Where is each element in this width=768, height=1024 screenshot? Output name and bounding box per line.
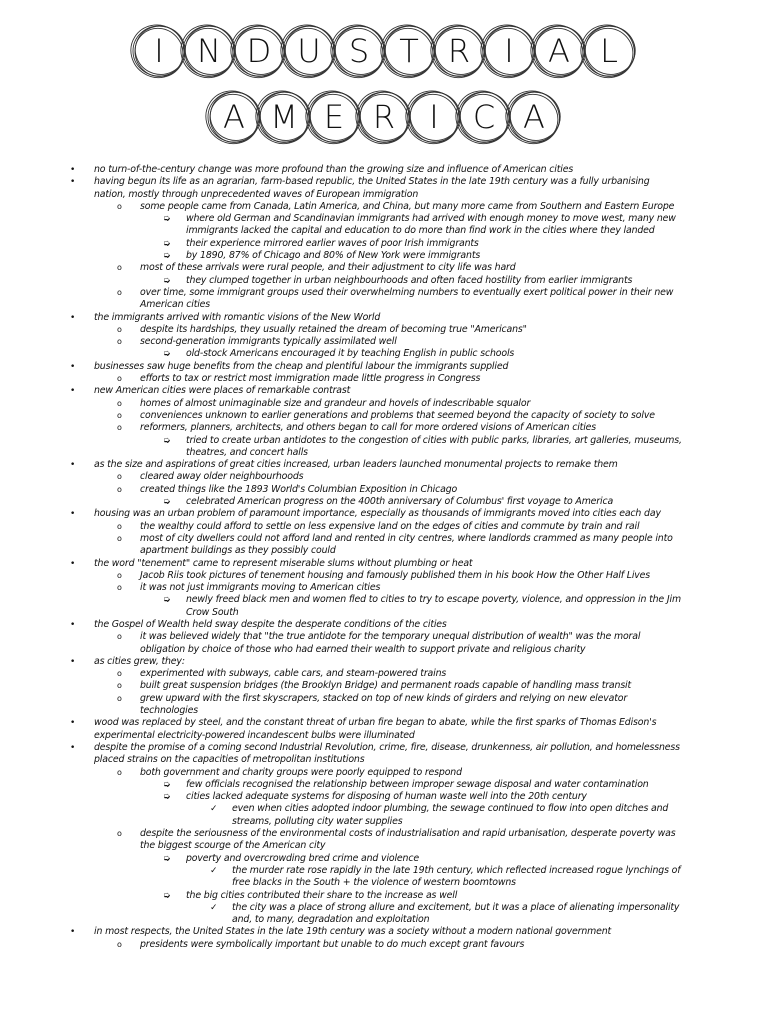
arrow-bullet-icon: ➭	[163, 435, 171, 446]
circle-bullet-icon: o	[117, 521, 122, 531]
list-item-continuation	[0, 754, 768, 766]
list-item-text: free blacks in the South + the violence of western boomtowns	[232, 877, 516, 889]
list-item	[0, 398, 768, 410]
list-item-text: few officials recognised the relationship between improper sewage disposal and water contamination	[186, 778, 649, 790]
list-item-text: the biggest scourge of the American city	[140, 840, 326, 852]
circle-bullet-icon: o	[117, 939, 122, 949]
list-item-text: having begun its life as an agrarian, farm-based republic, the United States in the late 19th century was a fully urbanising	[94, 176, 650, 188]
list-item	[0, 373, 768, 385]
list-item-text: American cities	[140, 299, 211, 311]
list-item	[0, 176, 768, 188]
list-item-text: immigrants lacked the capital and education to do more than find work in the cities where they landed	[186, 225, 655, 237]
circle-bullet-icon: o	[117, 583, 122, 593]
list-item-text: and, to many, degradation and exploitation	[232, 914, 430, 926]
list-item-text: the murder rate rose rapidly in the late 19th century, which reflected increased rogue lynchings of	[232, 864, 681, 876]
title-letter: L	[600, 32, 618, 70]
circle-bullet-icon: o	[117, 374, 122, 384]
list-item-text: the Gospel of Wealth held sway despite the desperate conditions of the cities	[94, 618, 447, 630]
circle-bullet-icon: o	[117, 767, 122, 777]
list-item	[0, 435, 768, 447]
list-item-continuation	[0, 914, 768, 926]
list-item-text: grew upward with the first skyscrapers, stacked on top of new kinds of girders and relying on new elevator	[140, 692, 628, 704]
title-letter: U	[297, 32, 321, 70]
list-item	[0, 865, 768, 877]
list-item	[0, 201, 768, 213]
list-item	[0, 853, 768, 865]
bullet-icon: •	[70, 718, 76, 729]
list-item	[0, 410, 768, 422]
list-item-text: they clumped together in urban neighbourhoods and often faced hostility from earlier immigrants	[186, 274, 633, 286]
circle-bullet-icon: o	[117, 263, 122, 273]
title-line-2	[0, 88, 768, 146]
circle-bullet-icon: o	[117, 693, 122, 703]
list-item-text: by 1890, 87% of Chicago and 80% of New York were immigrants	[186, 250, 481, 262]
list-item-continuation	[0, 299, 768, 311]
list-item	[0, 717, 768, 729]
list-item	[0, 312, 768, 324]
bullet-icon: •	[70, 165, 76, 175]
list-item-text: technologies	[140, 705, 198, 717]
list-item-text: placed strains on the capacities of metropolitan institutions	[94, 754, 365, 766]
list-item	[0, 693, 768, 705]
bullet-icon: •	[70, 742, 76, 753]
list-item-text: wood was replaced by steel, and the constant threat of urban fire began to abate, while the first sparks of Thomas Edison's	[94, 717, 657, 729]
list-item-text: conveniences unknown to earlier generations and problems that seemed beyond the capacity of society to solve	[140, 409, 655, 421]
list-item-text: it was not just immigrants moving to American cities	[140, 582, 381, 594]
title-letter: M	[270, 98, 298, 136]
bullet-icon: •	[70, 558, 76, 569]
circle-bullet-icon: o	[117, 423, 122, 433]
bullet-icon: •	[70, 656, 76, 667]
list-item	[0, 336, 768, 348]
list-item-text: Crow South	[186, 606, 239, 618]
circle-bullet-icon: o	[117, 287, 122, 297]
list-item-text: the big cities contributed their share to the increase as well	[186, 889, 458, 901]
list-item-text: despite the seriousness of the environmental costs of industrialisation and rapid urbanisation, desperate poverty was	[140, 828, 676, 840]
arrow-bullet-icon: ➭	[163, 497, 171, 508]
list-item	[0, 890, 768, 902]
list-item	[0, 791, 768, 803]
title-letter: R	[447, 32, 471, 70]
arrow-bullet-icon: ➭	[163, 779, 171, 790]
list-item-text: housing was an urban problem of paramount importance, especially as thousands of immigrants moved into cities each day	[94, 508, 661, 520]
title-letter: A	[223, 98, 245, 136]
list-item-text: new American cities were places of remarkable contrast	[94, 385, 351, 397]
list-item-text: where old German and Scandinavian immigrants had arrived with enough money to move west, many new	[186, 213, 676, 225]
list-item-text: the city was a place of strong allure and excitement, but it was a place of alienating impersonality	[232, 901, 680, 913]
circle-bullet-icon: o	[117, 669, 122, 679]
list-item-text: the wealthy could afford to settle on less expensive land on the edges of cities and commute by train and rail	[140, 520, 640, 532]
list-item	[0, 767, 768, 779]
circle-bullet-icon: o	[117, 410, 122, 420]
list-item	[0, 250, 768, 262]
list-item	[0, 631, 768, 643]
list-item	[0, 803, 768, 815]
list-item-continuation	[0, 877, 768, 889]
list-item-text: experimented with subways, cable cars, and steam-powered trains	[140, 668, 447, 680]
list-item-continuation	[0, 545, 768, 557]
list-item	[0, 262, 768, 274]
list-item	[0, 668, 768, 680]
list-item-text: obligation by choice of those who had earned their wealth to support private and religious charity	[140, 643, 586, 655]
list-item	[0, 459, 768, 471]
list-item	[0, 213, 768, 225]
circle-bullet-icon: o	[117, 681, 122, 691]
list-item	[0, 496, 768, 508]
list-item	[0, 742, 768, 754]
circle-bullet-icon: o	[117, 472, 122, 482]
list-item-text: experimental electricity-powered incandescent bulbs were illuminated	[94, 729, 415, 741]
list-item-text: newly freed black men and women fled to cities to try to escape poverty, violence, and oppression in the Jim	[186, 594, 681, 606]
list-item-text: efforts to tax or restrict most immigration made little progress in Congress	[140, 373, 481, 385]
list-item-text: cleared away older neighbourhoods	[140, 471, 304, 483]
bullet-icon: •	[70, 460, 76, 471]
list-item-text: old-stock Americans encouraged it by teaching English in public schools	[186, 348, 515, 360]
title-letter-circle	[580, 22, 638, 80]
list-item-text: cities lacked adequate systems for disposing of human waste well into the 20th century	[186, 791, 587, 803]
title-letter: T	[399, 32, 419, 70]
list-item	[0, 385, 768, 397]
title-letter: I	[429, 98, 439, 136]
circle-bullet-icon: o	[117, 829, 122, 839]
list-item-text: poverty and overcrowding bred crime and violence	[186, 852, 419, 864]
circle-bullet-icon: o	[117, 632, 122, 642]
circle-bullet-icon: o	[117, 337, 122, 347]
list-item-continuation	[0, 816, 768, 828]
list-item-text: Jacob Riis took pictures of tenement housing and famously published them in his book How the Other Half Lives	[140, 569, 651, 581]
title-letter: E	[323, 98, 345, 136]
list-item	[0, 582, 768, 594]
list-item-text: despite the promise of a coming second Industrial Revolution, crime, fire, disease, drunkenness, air pollution, and homelessness	[94, 741, 680, 753]
list-item	[0, 508, 768, 520]
list-item-text: most of these arrivals were rural people, and their adjustment to city life was hard	[140, 262, 516, 274]
bullet-icon: •	[70, 386, 76, 397]
list-item	[0, 324, 768, 336]
arrow-bullet-icon: ➭	[163, 251, 171, 262]
list-item-text: no turn-of-the-century change was more profound than the growing size and influence of American cities	[94, 164, 574, 175]
list-item-text: the immigrants arrived with romantic visions of the New World	[94, 311, 381, 323]
title-letter: I	[504, 32, 514, 70]
list-item-continuation	[0, 189, 768, 201]
list-item-text: over time, some immigrant groups used their overwhelming numbers to eventually exert political power in their new	[140, 286, 674, 298]
arrow-bullet-icon: ➭	[163, 275, 171, 286]
title-letter: A	[523, 98, 545, 136]
notes-list	[0, 164, 768, 951]
list-item	[0, 164, 768, 176]
list-item	[0, 422, 768, 434]
list-item	[0, 779, 768, 791]
bullet-icon: •	[70, 312, 76, 323]
list-item-text: tried to create urban antidotes to the congestion of cities with public parks, libraries, art galleries, museums,	[186, 434, 682, 446]
list-item	[0, 238, 768, 250]
check-icon: ✓	[210, 865, 218, 876]
list-item	[0, 926, 768, 938]
title-letter: D	[246, 32, 272, 70]
title-letter: I	[154, 32, 164, 70]
list-item	[0, 275, 768, 287]
list-item-text: nation, mostly through unprecedented waves of European immigration	[94, 188, 419, 200]
bullet-icon: •	[70, 619, 76, 630]
list-item-continuation	[0, 730, 768, 742]
list-item-text: homes of almost unimaginable size and grandeur and hovels of indescribable squalor	[140, 397, 531, 409]
list-item	[0, 558, 768, 570]
list-item-continuation	[0, 705, 768, 717]
title-letter: S	[348, 32, 370, 70]
list-item	[0, 533, 768, 545]
list-item-continuation	[0, 840, 768, 852]
list-item-text: streams, polluting city water supplies	[232, 815, 403, 827]
list-item-text: despite its hardships, they usually retained the dream of becoming true "Americans"	[140, 323, 527, 335]
list-item-text: presidents were symbolically important but unable to do much except grant favours	[140, 938, 525, 950]
circle-bullet-icon: o	[117, 201, 122, 211]
list-item	[0, 594, 768, 606]
list-item-text: as the size and aspirations of great cities increased, urban leaders launched monumental projects to remake them	[94, 459, 618, 471]
list-item	[0, 939, 768, 951]
list-item	[0, 619, 768, 631]
list-item-text: theatres, and concert halls	[186, 446, 308, 458]
circle-bullet-icon: o	[117, 533, 122, 543]
title-letter: R	[372, 98, 396, 136]
list-item-text: created things like the 1893 World's Columbian Exposition in Chicago	[140, 483, 458, 495]
list-item-text: both government and charity groups were poorly equipped to respond	[140, 766, 462, 778]
bullet-icon: •	[70, 509, 76, 520]
bullet-icon: •	[70, 927, 76, 938]
list-item-text: their experience mirrored earlier waves of poor Irish immigrants	[186, 237, 479, 249]
list-item	[0, 361, 768, 373]
bullet-icon: •	[70, 177, 76, 188]
list-item-text: reformers, planners, architects, and others began to call for more ordered visions of American cities	[140, 422, 596, 434]
list-item-text: the word "tenement" came to represent miserable slums without plumbing or heat	[94, 557, 473, 569]
list-item	[0, 570, 768, 582]
circle-bullet-icon: o	[117, 484, 122, 494]
bullet-icon: •	[70, 361, 76, 372]
circle-bullet-icon: o	[117, 324, 122, 334]
circle-bullet-icon: o	[117, 398, 122, 408]
check-icon: ✓	[210, 804, 218, 815]
check-icon: ✓	[210, 902, 218, 913]
list-item	[0, 656, 768, 668]
arrow-bullet-icon: ➭	[163, 238, 171, 249]
list-item	[0, 484, 768, 496]
title-line-1	[0, 22, 768, 80]
list-item	[0, 287, 768, 299]
arrow-bullet-icon: ➭	[163, 349, 171, 360]
list-item-text: built great suspension bridges (the Brooklyn Bridge) and permanent roads capable of handling mass transit	[140, 680, 632, 692]
list-item	[0, 348, 768, 360]
title-letter: C	[472, 98, 496, 136]
list-item-continuation	[0, 225, 768, 237]
arrow-bullet-icon: ➭	[163, 792, 171, 803]
title-letter: N	[197, 32, 221, 70]
list-item-continuation	[0, 644, 768, 656]
arrow-bullet-icon: ➭	[163, 595, 171, 606]
list-item-text: it was believed widely that "the true antidote for the temporary unequal distribution of wealth" was the moral	[140, 631, 641, 643]
list-item-text: businesses saw huge benefits from the cheap and plentiful labour the immigrants supplied	[94, 360, 509, 372]
list-item-text: celebrated American progress on the 400th anniversary of Columbus' first voyage to America	[186, 496, 614, 508]
list-item	[0, 828, 768, 840]
title-letter: A	[548, 32, 570, 70]
arrow-bullet-icon: ➭	[163, 214, 171, 225]
list-item-text: second-generation immigrants typically assimilated well	[140, 336, 397, 348]
arrow-bullet-icon: ➭	[163, 890, 171, 901]
list-item-text: as cities grew, they:	[94, 655, 185, 667]
list-item-text: even when cities adopted indoor plumbing, the sewage continued to flow into open ditches and	[232, 803, 669, 815]
circle-bullet-icon: o	[117, 570, 122, 580]
list-item-text: some people came from Canada, Latin America, and China, but many more came from Southern and Eastern Europe	[140, 200, 675, 212]
list-item-text: most of city dwellers could not afford land and rented in city centres, where landlords crammed as many people into	[140, 532, 673, 544]
list-item	[0, 680, 768, 692]
list-item-text: in most respects, the United States in the late 19th century was a society without a modern national government	[94, 926, 612, 938]
title-letter-circle	[505, 88, 563, 146]
list-item-text: apartment buildings as they possibly could	[140, 545, 336, 557]
list-item	[0, 521, 768, 533]
list-item	[0, 471, 768, 483]
list-item-continuation	[0, 607, 768, 619]
list-item	[0, 902, 768, 914]
list-item-continuation	[0, 447, 768, 459]
arrow-bullet-icon: ➭	[163, 853, 171, 864]
